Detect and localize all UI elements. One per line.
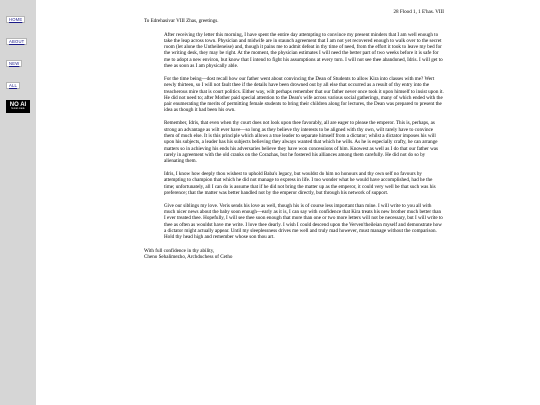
nav-item-about [6,30,36,48]
letter-paragraph: After receiving thy letter this morning, I have spent the entire day attempting to convince my present minders that I am well enough to take the leap across town. Physician and midwife are in staunch agreement that I am not yet recovered enough to walk over to the secret room (let alone the Untheileneise) and, though it pains me to admit defeat in thy time of need, from the effort it took to leave my bed for the writing desk, they may be right. At the moment, the physician estimates I will need the better part of two weeks before it is safe for me to adopt a new environ, but know that I intend to fight his assumptions at every turn. I will not see thee abandoned, Idris. I will get to thee as soon as I am physically able. [164,31,443,70]
letter-body [164,32,444,241]
nav-link-about[interactable]: ABOUT [6,38,27,45]
letter-greeting: To Edrehasivar VIII Zhas, greetings. [144,18,219,25]
letter-dateline: 28 Flood 1, 1 E'has. VIII [393,9,444,15]
letter-paragraph: Remember, Idris, that even when thy court does not look upon thee favorably, all are eager to please the emperor. This is, perhaps, as strong an advantage as wilt ever have—so long as they believe thy interests to be aligned with thy own, wilt rarely have to convince them of much else. It is this principle which allows a true leader to separate himself from a dictator; whilst a dictator imposes his will upon his subjects, a leader has his subjects believing they always wanted that which he wills. As he is especially crafty, he can arrange matters so in achieving his ends his adversaries believe they have won concessions of him. Knowest as well as I do that our father was rarely in agreement with the old cranks on the Corazhas, but he fostered his alliances among them carefully. He did not do so by alienating them. [164,120,439,165]
letter-closing: With full confidence in thy ability, [144,247,215,254]
no-ai-badge-subtitle: human made [11,108,25,110]
letter-paragraph: For the time being—dost recall how our father went about convincing the Dean of Students to allow Kira into classes with me? Wert newly thirteen, so I will not fault thee if the details have been drowned out by all else that occurred as a result of thy entry into the treacherous mire that is court politics. Either way, wilt perhaps remember that our father never once took it upon himself to insist upon it. He did not need to; after Mother paid special attention to the Dean's wife across various social gatherings, many of which ended with the pair enumerating the merits of permitting female students to bring their children along for lectures, the Dean was prepared to present the idea as though it had been his own. [164,75,444,114]
nav-link-new[interactable]: NEW [6,60,22,67]
letter [144,0,444,260]
no-ai-badge [6,100,30,113]
nav-link-all[interactable]: ALL [6,82,20,89]
nav-item-all [6,74,36,92]
site-nav [0,0,36,92]
letter-signature: Cheno Sehalimezho, Archduchess of Cetho [144,253,233,260]
nav-item-home [6,8,36,26]
no-ai-badge-title: NO AI [9,102,27,108]
nav-item-new [6,52,36,70]
sidebar [0,0,36,405]
letter-paragraph: Give our siblings my love. Veris sends his love as well, though his is of course less important than mine. I will write to you all with much nicer news about the baby soon enough—early as it is, I can say with confidence that Kira treats his new brother much better than I ever treated thee. Hopefully, I will see thee soon enough that more than one or two more letters will not be necessary, but I will write to thee as often as wouldst have me write. I love thee dearly. I wish I could descend upon the Verven'theileian myself and demonstrate how a dictator might actually appear. Until my sleeplessness drives me well and truly mad however, must manage without the comparison. Hold thy head high and remember whose son thou art. [164,202,443,241]
letter-paragraph: Idris, I know how deeply thou wishest to uphold Baba's legacy, but wouldst do him no honours and thy own self no favours by attempting to champion that which he did not manage to express in life. I too wonder what he would have accomplished, had he the time; unfortunately, all I can do is assume that if he did not bring the matter up as the emperor, it could very well be that such was his preference; that the matter was better handled not by the emperor directly, but through his network of support. [164,171,436,196]
nav-link-home[interactable]: HOME [6,16,25,23]
